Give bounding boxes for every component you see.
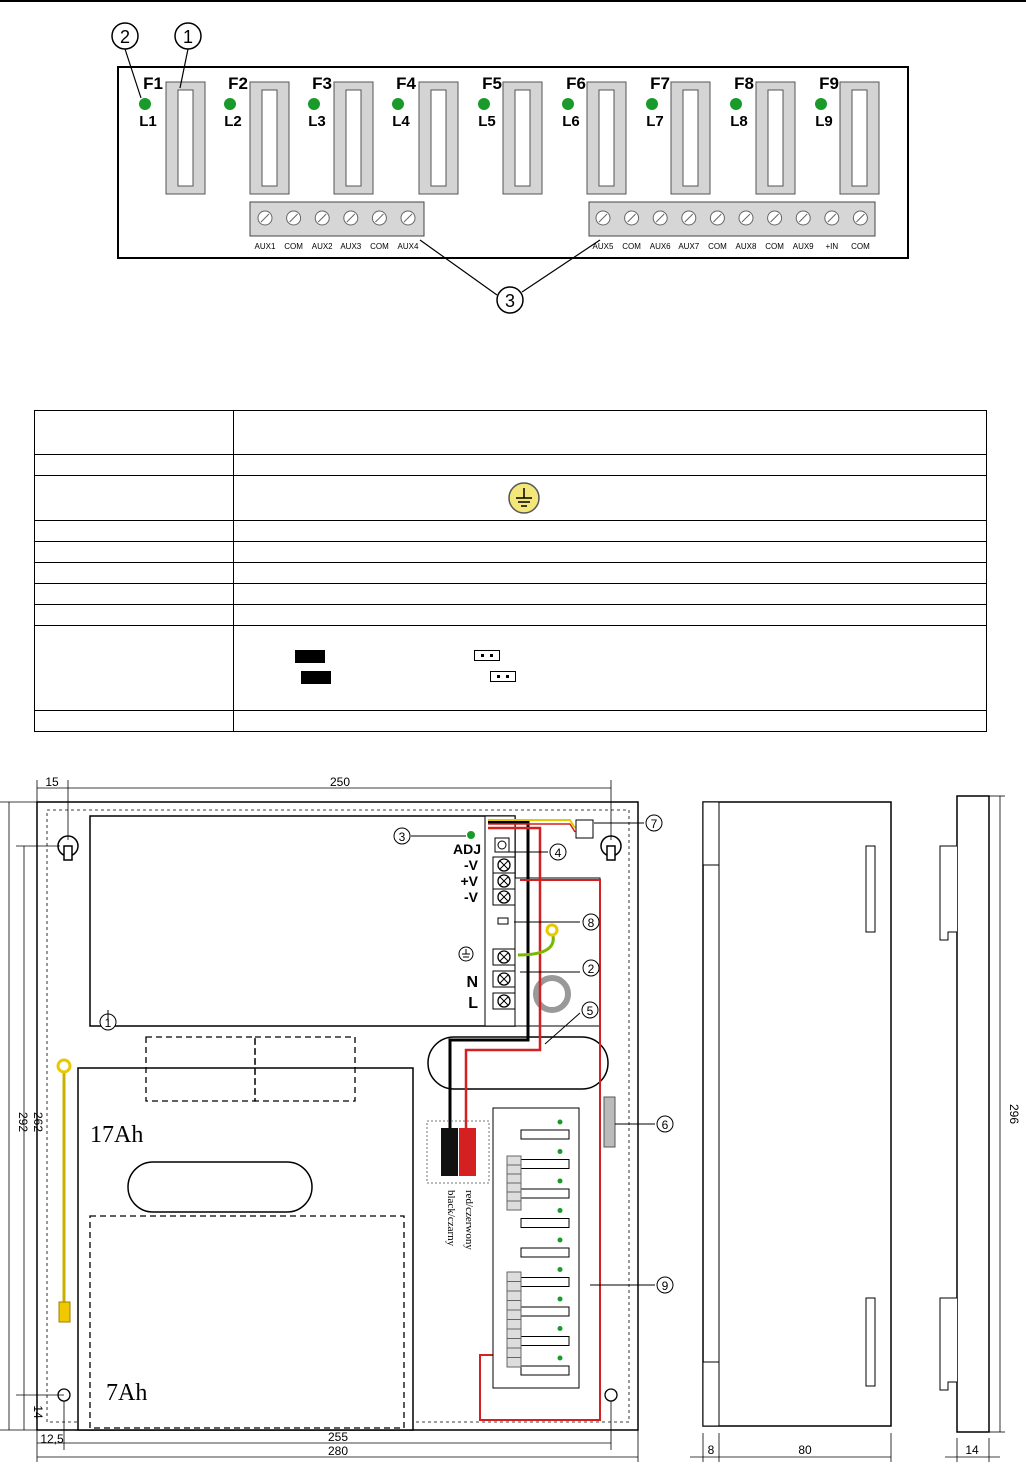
enclosure-callout-label: 4 [554,846,562,860]
dim-262: 262 [31,1111,45,1133]
dim-80: 80 [798,1443,812,1457]
battery-handle-oval [128,1162,312,1212]
table-cell [234,626,987,711]
mini-fuse [521,1160,569,1169]
terminal-label: COM [370,242,389,251]
table-cell [35,563,234,584]
terminal-label: AUX3 [340,242,362,251]
table-cell [35,711,234,732]
fuse-label: F7 [650,74,670,93]
edge-view [940,796,1021,1462]
table-cell [234,711,987,732]
led-indicator [815,98,827,110]
led-label: L7 [646,113,664,130]
callout-1-label: 1 [182,27,194,47]
psu-label-n: N [466,974,478,991]
mini-fuse [521,1130,569,1139]
table-cell [35,626,234,711]
table-cell [35,584,234,605]
led-label: L1 [139,113,157,130]
fuse-label: F9 [819,74,839,93]
table-cell [234,542,987,563]
earth-ground-icon [504,480,544,520]
psu-label-l: L [468,995,478,1012]
fuse-label: F2 [228,74,248,93]
dim-8: 8 [707,1443,715,1457]
led-label: L3 [308,113,326,130]
mini-fuse [521,1278,569,1287]
description-table [34,410,987,732]
dim-292: 292 [16,1111,30,1133]
mini-fuse [521,1189,569,1198]
enclosure-callout-label: 2 [587,962,595,976]
fuse-label: F1 [143,74,163,93]
dim-14-left: 14 [31,1405,45,1419]
terminal-label: AUX9 [792,242,814,251]
dim-15: 15 [45,775,59,789]
led-indicator [308,98,320,110]
dim-255: 255 [327,1430,349,1444]
dim-280: 280 [327,1444,349,1458]
tamper-switch [604,1097,615,1147]
table-cell [35,521,234,542]
mini-fuse [521,1366,569,1375]
wire-label-black: black/czarny [445,1190,457,1247]
psu-label-minus-v: -V [464,857,478,873]
fuse-label: F3 [312,74,332,93]
enclosure-callout-label: 6 [661,1118,669,1132]
led-indicator [562,98,574,110]
table-cell [234,584,987,605]
terminal-label: AUX8 [735,242,757,251]
battery-clamp-black [441,1128,458,1176]
psu-label-minus-v-2: -V [464,889,478,905]
led-indicator [224,98,236,110]
enclosure-callout-label: 9 [661,1279,669,1293]
terminal-label: AUX6 [649,242,671,251]
table-cell [35,411,234,455]
terminal-label: COM [765,242,784,251]
terminal-label: AUX5 [592,242,614,251]
mini-fuse [521,1219,569,1228]
mount-hole-bottom-right [605,1389,617,1401]
jumper-closed-icon [296,651,324,662]
terminal-block-left [250,202,424,236]
table-cell [234,411,987,455]
enclosure-callout-label: 8 [587,916,595,930]
mini-fuse [521,1248,569,1257]
fuse-label: F4 [396,74,416,93]
table-cell [35,605,234,626]
led-indicator [139,98,151,110]
table-cell [234,455,987,476]
callout-2-label: 2 [119,27,131,47]
earth-symbol-icon [459,947,473,961]
enclosure-callout-label: 7 [650,817,658,831]
tamper-connector [576,820,593,838]
led-label: L2 [224,113,242,130]
led-label: L9 [815,113,833,130]
led-indicator [646,98,658,110]
jumper-closed-icon [302,672,330,683]
psu-label-plus-v: +V [460,873,478,889]
callout-3-label: 3 [504,291,516,311]
psu-module [90,816,515,1026]
terminal-label: COM [851,242,870,251]
led-label: L6 [562,113,580,130]
terminal-label: AUX1 [254,242,276,251]
table-cell [234,521,987,542]
led-label: L4 [392,113,410,130]
side-view [690,802,891,1462]
fuse-label: F5 [482,74,502,93]
dim-250: 250 [329,775,351,789]
earth-wire-connector [59,1302,70,1322]
led-label: L5 [478,113,496,130]
dim-14-edge: 14 [965,1443,979,1457]
psu-label-adj: ADJ [452,841,481,857]
led-label: L8 [730,113,748,130]
enclosure-callout-label: 1 [104,1016,112,1030]
jumper-open-icon [474,650,500,661]
mini-fuse [521,1307,569,1316]
psu-led [467,831,475,839]
mini-fuse [521,1337,569,1346]
dim-296: 296 [1007,1103,1021,1125]
terminal-label: AUX2 [311,242,333,251]
fuse-label: F8 [734,74,754,93]
terminal-label: COM [622,242,641,251]
table-cell [35,455,234,476]
fuse-board-diagram [0,0,1026,330]
terminal-label: COM [284,242,303,251]
table-cell [35,476,234,521]
battery-label-17ah: 17Ah [90,1122,144,1148]
table-cell [35,542,234,563]
psu-jumper [498,918,508,924]
terminal-label: +IN [825,242,839,251]
enclosure-diagram [0,750,1026,1465]
table-cell [234,563,987,584]
jumper-open-icon [490,671,516,682]
terminal-label: AUX7 [678,242,700,251]
table-cell [234,605,987,626]
cable-opening-oval [428,1037,608,1089]
fuse-label: F6 [566,74,586,93]
led-indicator [478,98,490,110]
terminal-label: AUX4 [397,242,419,251]
wire-label-red: red/czerwony [463,1190,475,1250]
table-cell [234,476,987,521]
battery-label-7ah: 7Ah [106,1380,148,1406]
battery-clamp-red [459,1128,476,1176]
enclosure-callout-label: 3 [398,830,406,844]
led-indicator [730,98,742,110]
led-indicator [392,98,404,110]
terminal-label: COM [708,242,727,251]
enclosure-callout-label: 5 [586,1004,594,1018]
dim-12-5: 12,5 [40,1432,64,1446]
